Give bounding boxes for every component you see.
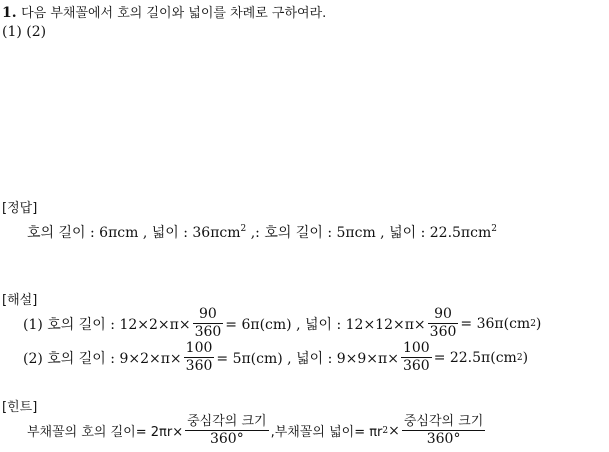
fraction-denominator: 360°: [426, 431, 461, 447]
question-number: 1.: [2, 5, 17, 21]
solution-1-d: ): [535, 315, 542, 332]
question-parts: (1) (2): [2, 24, 47, 40]
fraction-numerator: 100: [402, 340, 430, 356]
solution-heading: [해설]: [2, 293, 38, 308]
solution-2-d: ): [522, 349, 529, 366]
solution-line-2: (2) 호의 길이 : 9×2×π× $\frac{100}{360}$ = 5π(cm) , 넓이 : 9×9×π× $\frac{100}{360}$ = 22.5π(cm 2 ): [23, 340, 529, 374]
solution-2-fraction-1: [184, 340, 215, 375]
hint-fraction-1: [185, 413, 268, 448]
solution-1-a: (1) 호의 길이 : 12×2×π×: [23, 316, 191, 333]
answer-exp1: 2: [240, 224, 247, 234]
hint-c: ×: [388, 422, 400, 439]
answer-text: [27, 222, 497, 242]
fraction-denominator: 360°: [209, 431, 244, 447]
fraction-denominator: 360: [185, 358, 213, 374]
fraction-numerator: 중심각의 크기: [187, 414, 267, 429]
solution-2-fraction-2: [401, 340, 432, 375]
solution-2-c: = 22.5π(cm: [433, 349, 517, 366]
fraction-numerator: 중심각의 크기: [403, 414, 484, 429]
solution-line-1: (1) 호의 길이 : 12×2×π× $\frac{90}{360}$ = 6π(cm) , 넓이 : 12×12×π× $\frac{90}{360}$ = 36π(cm 2 ): [23, 306, 542, 340]
fraction-denominator: 360: [194, 324, 222, 340]
question-line: [2, 2, 326, 21]
solution-1-c: = 36π(cm: [460, 315, 531, 332]
solution-1-fraction-2: [428, 306, 459, 341]
answer-heading: [정답]: [2, 201, 38, 216]
solution-1-fraction-1: [193, 306, 224, 341]
fraction-denominator: 360: [402, 358, 430, 374]
answer-part1: 호의 길이 : 6πcm , 넓이 : 36πcm: [27, 225, 241, 241]
answer-part2: ,: 호의 길이 : 5πcm , 넓이 : 22.5πcm: [246, 225, 492, 241]
hint-a: 부채꼴의 호의 길이= 2πr×: [27, 425, 184, 440]
question-text: 다음 부채꼴에서 호의 길이와 넓이를 차례로 구하여라.: [21, 6, 327, 21]
fraction-numerator: 100: [185, 340, 213, 356]
hint-heading: [힌트]: [2, 400, 38, 415]
hint-b: ,부채꼴의 넓이= πr: [270, 425, 383, 440]
fraction-denominator: 360: [429, 324, 457, 340]
hint-line: 부채꼴의 호의 길이= 2πr× $\frac{\text{중심각의 크기}}{360^\circ}$ ,부채꼴의 넓이= πr 2 × $\frac{\text{중심각의 크기}}{360^\circ}$: [27, 414, 484, 447]
hint-fraction-2: [402, 413, 485, 448]
solution-1-b: = 6π(cm) , 넓이 : 12×12×π×: [225, 316, 426, 333]
solution-2-b: = 5π(cm) , 넓이 : 9×9×π×: [216, 350, 399, 367]
solution-2-a: (2) 호의 길이 : 9×2×π×: [23, 350, 182, 367]
fraction-numerator: 90: [428, 306, 459, 324]
fraction-numerator: 90: [193, 306, 224, 324]
answer-exp2: 2: [491, 224, 497, 234]
